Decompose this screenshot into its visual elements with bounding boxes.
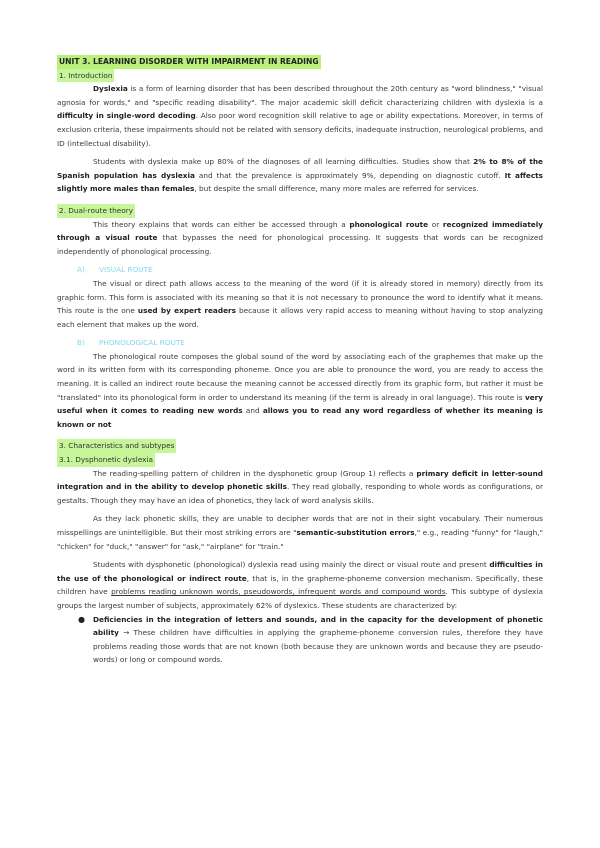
intro-paragraph-1: [57, 82, 543, 150]
section-heading-dual-route: 2. Dual-route theory: [57, 204, 135, 218]
text-run: , but despite the small difference, many more males are referred for services.: [194, 184, 479, 194]
text-run: phonological route: [349, 219, 429, 229]
dual-route-paragraph: [57, 218, 543, 259]
text-run: is a form of learning disorder that has been described throughout the 20th century as "word blindness," "visual agnosia for words," and "specific reading disability". The major academic skill deficit characterizing children with dyslexia is a: [57, 84, 543, 107]
text-run: The reading-spelling pattern of children in the dysphonetic group (Group 1) reflects a: [93, 468, 417, 478]
text-run: recognized immediately through a visual route: [57, 219, 544, 243]
text-run: semantic-substitution errors: [296, 528, 415, 537]
text-run: difficulty in single-word decoding: [57, 111, 196, 121]
characteristics-heading-line: [57, 439, 543, 453]
dysphonetic-paragraph-1: [57, 467, 543, 508]
dual-route-heading-line: [57, 204, 543, 218]
text-run: . They read globally, responding to whole words as configurations, or gestalts. Though they may have an idea of phonetics, they lack of word analysis skills.: [57, 482, 544, 505]
document-page: [57, 55, 543, 667]
text-run: As they lack phonetic skills, they are unable to decipher words that are not in their sight vocabulary. Their numerous misspellings are unintelligible. But their most striking errors are ": [57, 514, 543, 537]
text-run: This theory explains that words can either be accessed through a: [93, 219, 350, 229]
text-run: 2% to 8% of the Spanish population has dyslexia: [57, 157, 543, 180]
text-run: The visual or direct path allows access to the meaning of the word (if it is already stored in memory) directly from its graphic form. This form is associated with its meaning so that it is not necessary to pronounce the word to identify what it means. This route is the one: [57, 278, 543, 316]
section-heading-introduction: 1. Introduction: [57, 69, 114, 83]
text-run: and that the prevalence is approximately 9%, depending on diagnostic cutoff.: [194, 170, 505, 180]
phonological-route-label: PHONOLOGICAL ROUTE: [99, 338, 185, 348]
text-run: that bypasses the need for phonological processing. It suggests that words can be recognized independently of phonological processing.: [57, 233, 543, 256]
text-run: problems reading unknown words, pseudowords, infrequent words and compound words: [111, 587, 446, 597]
text-run: difficulties in the use of the phonological or indirect route: [57, 560, 543, 583]
text-run: used by expert readers: [137, 306, 236, 316]
text-run: very useful when it comes to reading new words: [57, 392, 543, 416]
bullet-icon: ●: [78, 614, 85, 624]
unit-title-line: [57, 55, 543, 69]
section-heading-characteristics: 3. Characteristics and subtypes: [57, 439, 176, 453]
dysphonetic-paragraph-3: [57, 558, 543, 612]
intro-heading-line: [57, 69, 543, 83]
text-run: , that is, in the grapheme-phoneme conversion mechanism. Specifically, these children have: [57, 573, 543, 597]
bullet-item: [57, 613, 543, 667]
dysphonetic-paragraph-2: [57, 512, 543, 553]
intro-paragraph-2: [57, 155, 543, 196]
text-run: Dyslexia: [93, 84, 128, 94]
unit-title: UNIT 3. LEARNING DISORDER WITH IMPAIRMENT IN READING: [57, 55, 321, 69]
phonological-route-paragraph: [57, 350, 543, 432]
text-run: Deficiencies in the integration of letters and sounds, and in the capacity for the development of phonetic ability: [93, 614, 543, 638]
text-run: Students with dyslexia make up 80% of the diagnoses of all learning difficulties. Studies show that: [93, 157, 474, 167]
text-run: . Also poor word recognition skill relative to age or ability expectations. Moreover, in terms of exclusion criteria, these impairments should not be related with sensory deficits, inadequate instruction, neurological problems, and ID (intellectual disability).: [57, 111, 543, 148]
text-run: because it allows very rapid access to meaning without having to stop analyzing each element that makes up the word.: [57, 306, 544, 329]
section-subheading-dysphonetic: 3.1. Dysphonetic dyslexia: [57, 453, 155, 467]
text-run: ," e.g., reading "funny" for "laugh," "chicken" for "duck," "answer" for "ask," "airplane" for "train.": [57, 528, 543, 551]
text-run: or: [428, 219, 443, 229]
text-run: primary deficit in letter-sound integration and in the ability to develop phonetic skills: [57, 468, 544, 492]
text-run: allows you to read any word regardless of whether its meaning is known or not: [57, 406, 543, 429]
visual-route-subheading: [57, 263, 543, 277]
text-run: . This subtype of dyslexia groups the largest number of subjects, approximately 62% of dyslexics. These students are characterized by:: [57, 587, 543, 610]
text-run: Students with dysphonetic (phonological) dyslexia read using mainly the direct or visual route and present: [93, 560, 490, 570]
phonological-route-subheading: [57, 336, 543, 350]
visual-route-label: VISUAL ROUTE: [99, 265, 153, 275]
visual-route-letter: A): [77, 265, 85, 275]
text-run: The phonological route composes the global sound of the word by associating each of the graphemes that make up the word in its written form with its corresponding phoneme. Once you are able to pronounce the word, you are ready to access the meaning. It is called an indirect route because the meaning cannot be accessed directly from its graphic form, but rather it must be "translated" into its phonological form in order to understand its meaning (if the term is already in oral language). This route is: [57, 351, 543, 402]
text-run: It affects slightly more males than females: [57, 170, 543, 194]
visual-route-paragraph: [57, 277, 543, 331]
text-run: and: [242, 406, 263, 416]
phonological-route-letter: B): [77, 338, 85, 348]
dysphonetic-heading-line: [57, 453, 543, 467]
bullet-text: [93, 615, 543, 665]
text-run: → These children have difficulties in applying the grapheme-phoneme conversion rules, therefore they have problems reading those words that are not known (both because they are unknown words and because they are pseudo-words) or long or compound words.: [93, 628, 543, 665]
